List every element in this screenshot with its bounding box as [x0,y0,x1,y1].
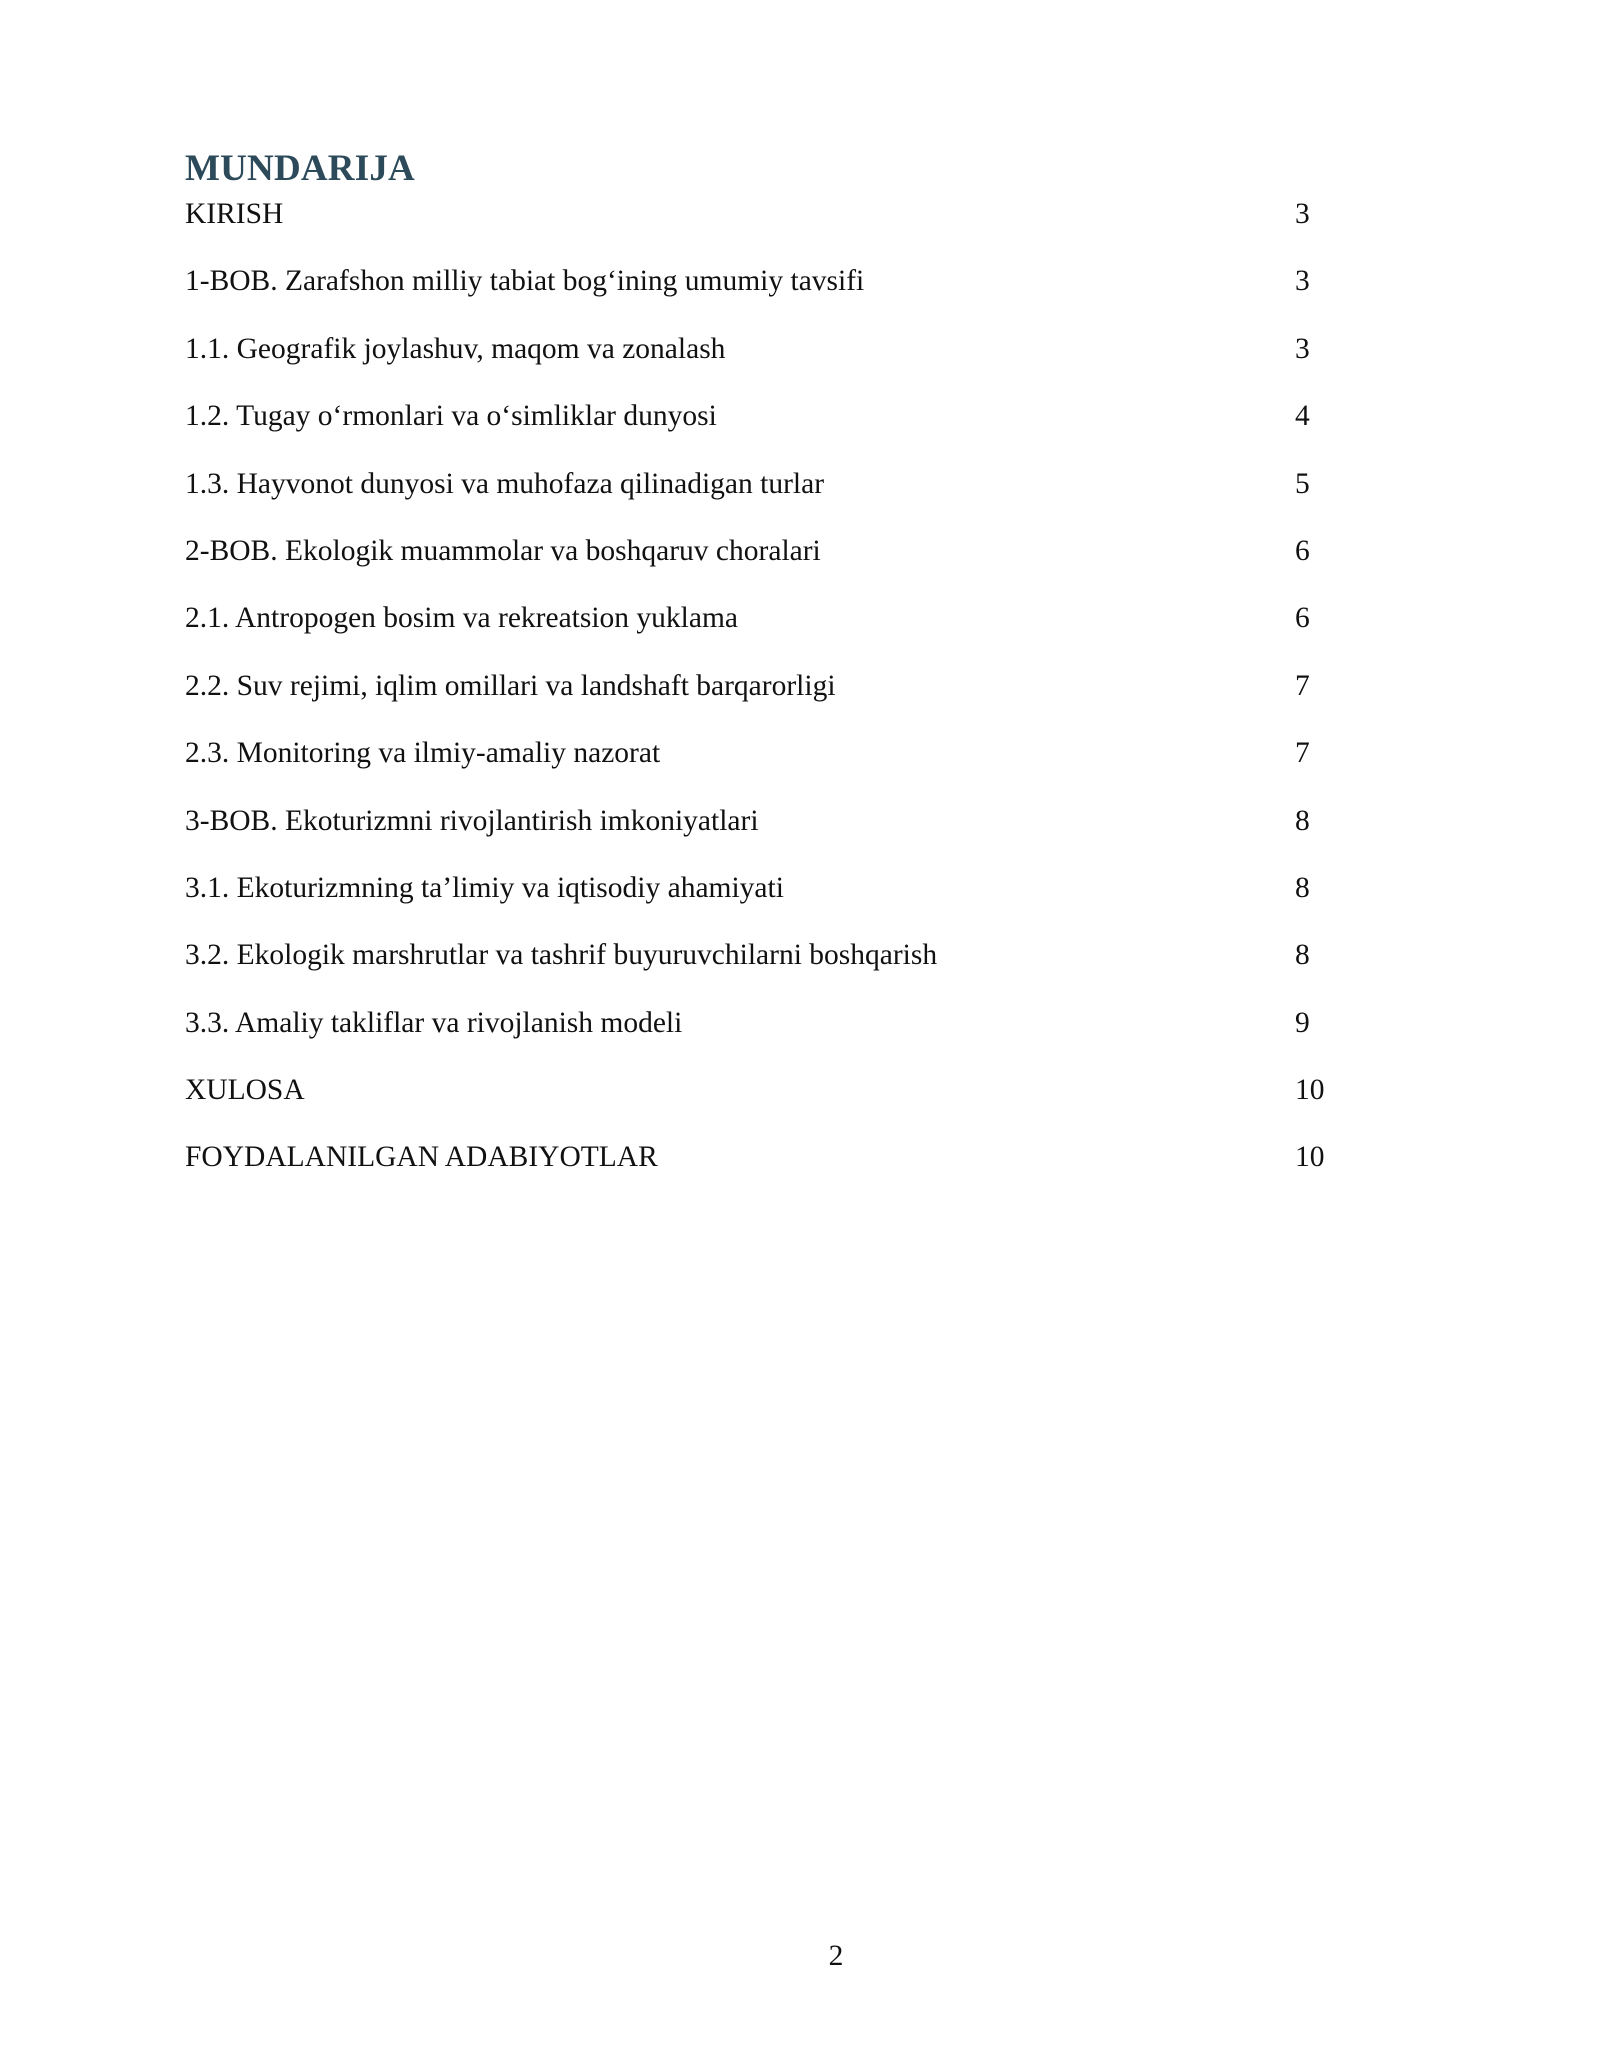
toc-entry-chapter-2[interactable] [185,529,1335,596]
toc-entry-label: 3.1. Ekoturizmning ta’limiy va iqtisodiy ahamiyati [185,871,784,904]
toc-entry-section-2-3[interactable] [185,731,1335,798]
toc-entry-page: 8 [1295,939,1310,972]
toc-entry-label: 3-BOB. Ekoturizmni rivojlantirish imkoniyatlari [185,804,759,837]
toc-entry-label: 2.2. Suv rejimi, iqlim omillari va landshaft barqarorligi [185,669,836,702]
toc-entry-label: 3.2. Ekologik marshrutlar va tashrif buyuruvchilarni boshqarish [185,939,938,972]
toc-entry-page: 3 [1295,198,1310,230]
toc-entry-references[interactable] [185,1135,1335,1202]
toc-entry-label: FOYDALANILGAN ADABIYOTLAR [185,1141,658,1174]
toc-entry-label: 2-BOB. Ekologik muammolar va boshqaruv choralari [185,534,821,567]
toc-entry-label: 2.3. Monitoring va ilmiy-amaliy nazorat [185,737,661,770]
toc-entry-kirish[interactable] [185,192,1335,259]
toc-entry-page: 8 [1295,871,1310,904]
toc-entry-section-3-2[interactable] [185,933,1335,1000]
toc-entry-page: 4 [1295,400,1310,433]
toc-entry-label: 1.2. Tugay o‘rmonlari va o‘simliklar dunyosi [185,400,717,433]
toc-entry-page: 8 [1295,804,1310,837]
toc-entry-page: 3 [1295,265,1310,298]
toc-entry-page: 6 [1295,534,1310,567]
toc-entry-section-1-3[interactable] [185,462,1335,529]
toc-entry-section-2-2[interactable] [185,664,1335,731]
toc-entry-section-1-2[interactable] [185,394,1335,461]
toc-entry-label: 3.3. Amaliy takliflar va rivojlanish modeli [185,1006,683,1039]
toc-entry-chapter-3[interactable] [185,799,1335,866]
toc-entry-section-2-1[interactable] [185,596,1335,663]
toc-entry-page: 6 [1295,602,1310,635]
toc-entry-section-1-1[interactable] [185,327,1335,394]
toc-entry-label: XULOSA [185,1074,305,1107]
toc-entry-page: 3 [1295,332,1310,365]
toc-entry-chapter-1[interactable] [185,259,1335,326]
toc-entry-page: 7 [1295,669,1310,702]
toc-entry-section-3-1[interactable] [185,866,1335,933]
toc-entry-page: 7 [1295,737,1310,770]
toc-entry-section-3-3[interactable] [185,1001,1335,1068]
table-of-contents [185,192,1335,1203]
toc-entry-label: 1.1. Geografik joylashuv, maqom va zonalash [185,332,726,365]
toc-entry-label: 2.1. Antropogen bosim va rekreatsion yuklama [185,602,739,635]
toc-title: MUNDARIJA [185,148,415,189]
toc-entry-label: KIRISH [185,198,284,230]
page-number: 2 [828,1940,844,1972]
toc-entry-label: 1.3. Hayvonot dunyosi va muhofaza qilinadigan turlar [185,467,825,500]
toc-entry-xulosa[interactable] [185,1068,1335,1135]
toc-entry-page: 10 [1295,1141,1325,1174]
toc-entry-label: 1-BOB. Zarafshon milliy tabiat bog‘ining umumiy tavsifi [185,265,865,298]
toc-entry-page: 9 [1295,1006,1310,1039]
toc-entry-page: 5 [1295,467,1310,500]
toc-entry-page: 10 [1295,1074,1325,1107]
